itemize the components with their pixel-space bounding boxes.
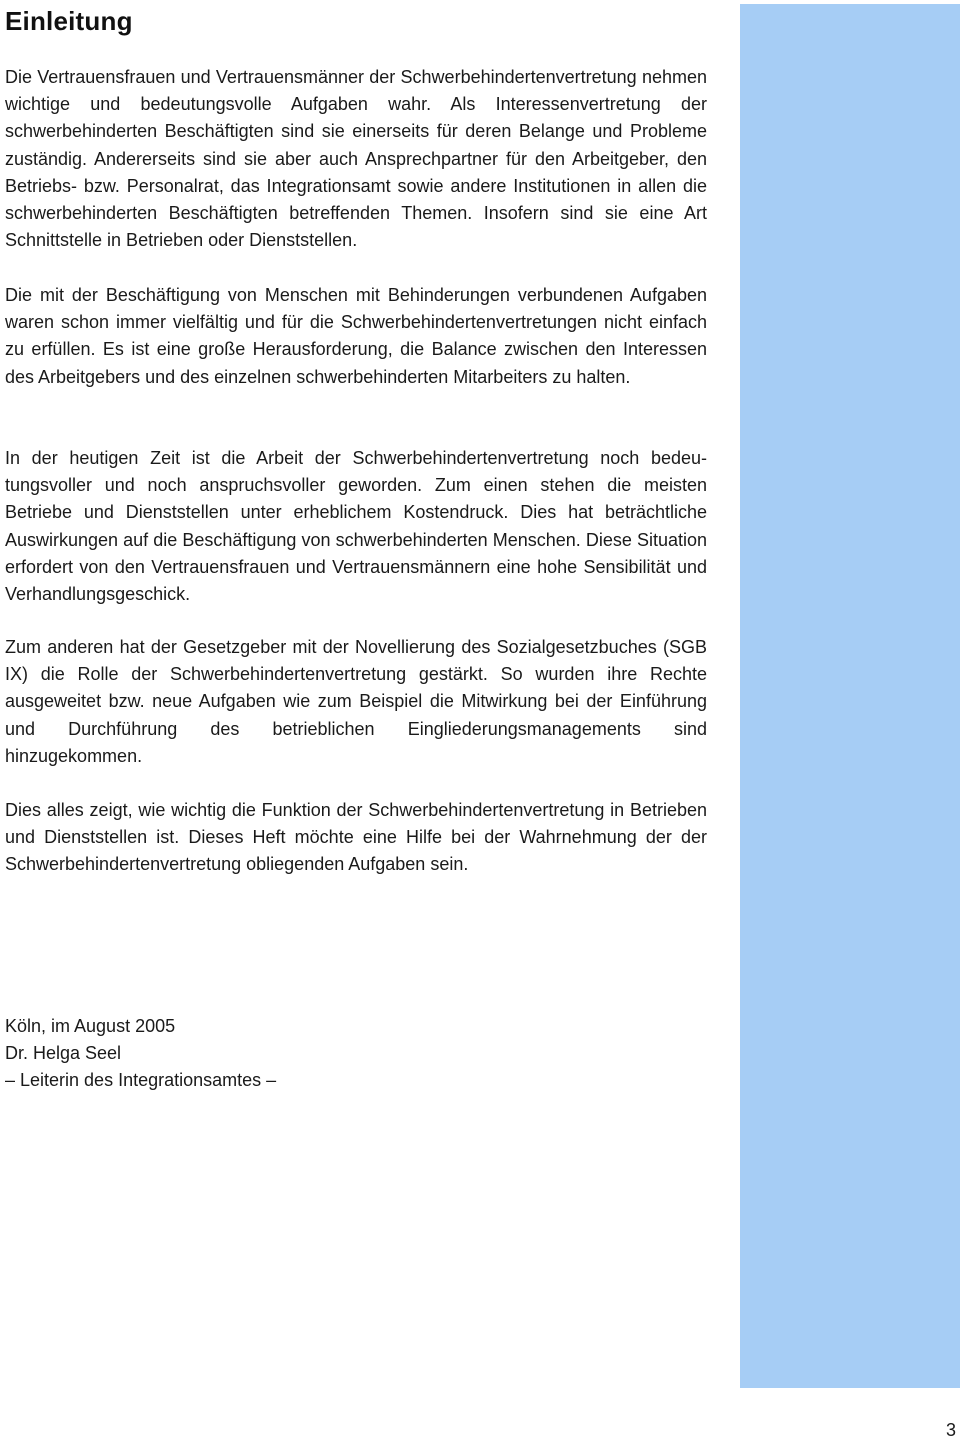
- paragraph-3: In der heutigen Zeit ist die Arbeit der Schwerbehindertenvertretung noch bedeutungsvoller und noch anspruchsvoller geworden. Zum einen stehen die meisten Betriebe und Dienststellen unter erheblichem Kostendruck. Dies hat beträchtliche Auswirkungen auf die Beschäftigung von schwerbehinderten Menschen. Diese Situation erfordert von den Vertrauensfrauen und Vertrauensmännern eine hohe Sensibilität und Verhandlungsgeschick.: [5, 448, 707, 605]
- page-title: Einleitung: [5, 6, 133, 36]
- paragraph-4: Zum anderen hat der Gesetzgeber mit der Novellierung des Sozialgesetzbuches (SGB IX) die Rolle der Schwerbehindertenvertretung gestärkt. So wurden ihre Rechte ausgeweitet bzw. neue Aufgaben wie zum Beispiel die Mitwirkung bei der Einführung und Durchführung des betrieblichen Eingliederungsmanagements sind hinzugekommen.: [5, 637, 707, 766]
- paragraph-2: Die mit der Beschäftigung von Menschen mit Behinderungen verbundenen Aufgaben waren schon immer vielfältig und für die Schwerbehindertenvertretungen nicht einfach zu erfüllen. Es ist eine große Herausforderung, die Balance zwischen den Interessen des Arbeitgebers und des einzelnen schwerbehinderten Mitarbeiters zu halten.: [5, 285, 707, 387]
- author-name: Dr. Helga Seel: [5, 1043, 122, 1064]
- closing-signature-block: [5, 1013, 276, 1095]
- decorative-side-band: [740, 4, 960, 1388]
- author-role: – Leiterin des Integrationsamtes –: [5, 1070, 277, 1091]
- paragraph-1: Die Vertrauensfrauen und Vertrauensmänner der Schwerbehindertenvertretung nehmen wichtige und bedeutungsvolle Aufgaben wahr. Als Interessenvertretung der schwerbehinderten Beschäftigten sind sie einerseits für deren Belange und Probleme zuständig. Andererseits sind sie aber auch Ansprechpartner für den Arbeitgeber, den Betriebs- bzw. Personalrat, das Integrationsamt sowie andere Institutionen in allen die schwerbehinderten Beschäftigten betreffenden Themen. Insofern sind sie eine Art Schnittstelle in Betrieben oder Dienststellen.: [5, 67, 707, 251]
- page-number: 3: [945, 1420, 956, 1440]
- paragraph-5: Dies alles zeigt, wie wichtig die Funktion der Schwerbehindertenvertretung in Betrieben und Dienststellen ist. Dieses Heft möchte eine Hilfe bei der Wahrnehmung der der Schwerbehindertenvertretung obliegenden Aufgaben sein.: [5, 800, 707, 875]
- place-date: Köln, im August 2005: [5, 1016, 176, 1036]
